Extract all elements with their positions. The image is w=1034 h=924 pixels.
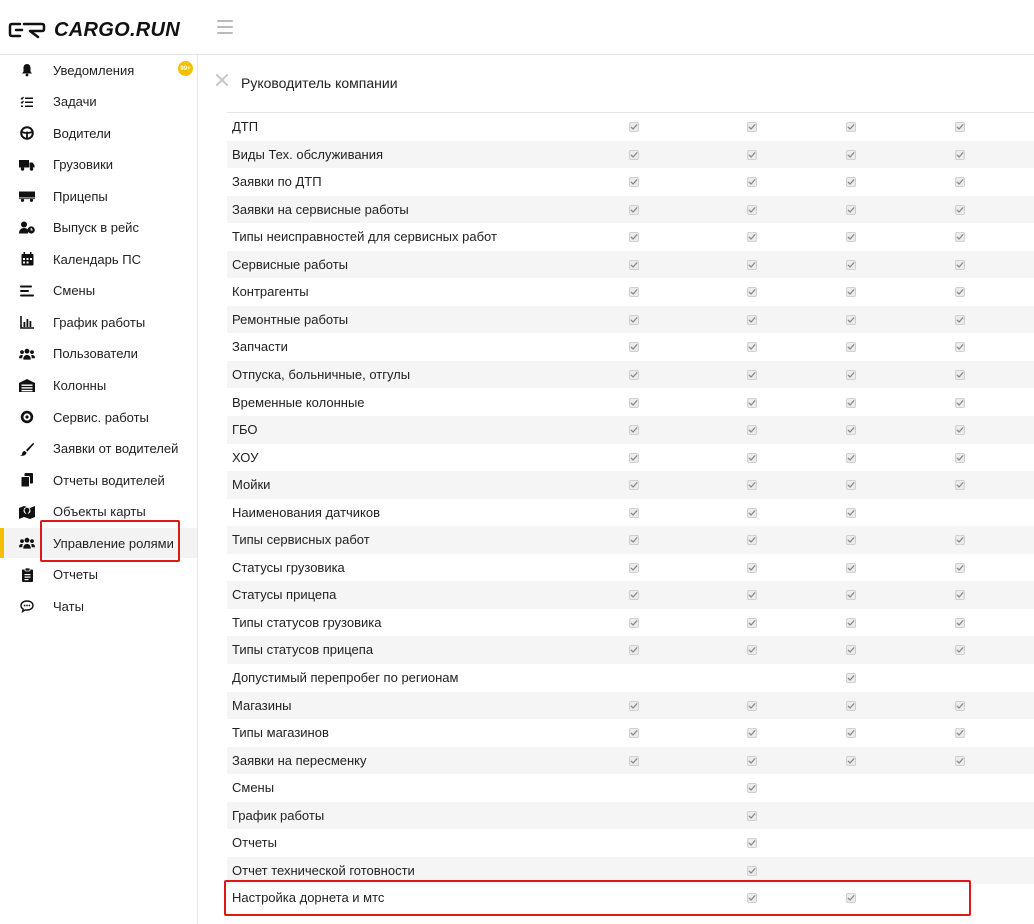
permission-name: Ремонтные работы xyxy=(232,311,349,327)
permission-checkbox[interactable] xyxy=(747,480,757,490)
permission-checkbox[interactable] xyxy=(846,342,856,352)
permission-checkbox[interactable] xyxy=(747,563,757,573)
table-row xyxy=(227,857,1034,885)
brand-name: CARGO.RUN xyxy=(54,18,181,41)
permission-checkbox[interactable] xyxy=(846,260,856,270)
permission-checkbox[interactable] xyxy=(747,425,757,435)
permission-name: Наименования датчиков xyxy=(232,504,381,520)
permission-checkbox[interactable] xyxy=(846,205,856,215)
permission-checkbox[interactable] xyxy=(629,398,639,408)
permission-checkbox[interactable] xyxy=(846,645,856,655)
permission-checkbox[interactable] xyxy=(955,701,965,711)
permission-checkbox[interactable] xyxy=(747,811,757,821)
permission-checkbox[interactable] xyxy=(629,122,639,132)
sidebar-item-label: Отчеты водителей xyxy=(53,472,165,488)
permission-name: Отчеты xyxy=(232,835,277,851)
sidebar-item[interactable] xyxy=(0,434,197,464)
logo[interactable] xyxy=(8,18,180,42)
permission-checkbox[interactable] xyxy=(629,701,639,711)
permission-checkbox[interactable] xyxy=(747,342,757,352)
permission-checkbox[interactable] xyxy=(846,150,856,160)
bar-chart-icon xyxy=(19,315,35,329)
bell-icon xyxy=(19,63,35,77)
permission-name: Заявки по ДТП xyxy=(232,174,322,190)
table-row xyxy=(227,389,1034,417)
permission-name: Запчасти xyxy=(232,339,288,355)
permission-checkbox[interactable] xyxy=(629,535,639,545)
sidebar-item-label: Управление ролями xyxy=(53,535,174,551)
permission-checkbox[interactable] xyxy=(846,480,856,490)
permission-checkbox[interactable] xyxy=(955,535,965,545)
permission-checkbox[interactable] xyxy=(955,398,965,408)
permission-name: Сервисные работы xyxy=(232,256,349,272)
permission-checkbox[interactable] xyxy=(955,370,965,380)
permission-checkbox[interactable] xyxy=(955,453,965,463)
sidebar-item[interactable] xyxy=(0,307,197,337)
users-cog-icon xyxy=(19,536,35,550)
table-row xyxy=(227,636,1034,664)
permission-checkbox[interactable] xyxy=(955,205,965,215)
table-row xyxy=(227,196,1034,224)
permission-checkbox[interactable] xyxy=(629,342,639,352)
permission-checkbox[interactable] xyxy=(629,315,639,325)
sidebar-item[interactable] xyxy=(0,55,197,85)
sidebar-item-label: Чаты xyxy=(53,598,84,614)
permission-name: График работы xyxy=(232,807,325,823)
permission-checkbox[interactable] xyxy=(747,756,757,766)
permission-checkbox[interactable] xyxy=(846,122,856,132)
sidebar-item-label: Заявки от водителей xyxy=(53,441,179,457)
permission-checkbox[interactable] xyxy=(955,150,965,160)
permission-name: ГБО xyxy=(232,422,258,438)
table-row xyxy=(227,692,1034,720)
table-row xyxy=(227,361,1034,389)
permission-checkbox[interactable] xyxy=(955,590,965,600)
permission-checkbox[interactable] xyxy=(955,756,965,766)
permission-name: Контрагенты xyxy=(232,284,309,300)
notification-badge: 99+ xyxy=(178,61,193,76)
permission-checkbox[interactable] xyxy=(955,260,965,270)
table-row xyxy=(227,499,1034,527)
table-row xyxy=(227,278,1034,306)
permission-name: Заявки на сервисные работы xyxy=(232,201,409,217)
sidebar-item-label: Объекты карты xyxy=(53,504,146,520)
user-clock-icon xyxy=(19,221,35,235)
sidebar-item-label: Грузовики xyxy=(53,157,114,173)
table-row xyxy=(227,306,1034,334)
table-row xyxy=(227,747,1034,775)
permission-checkbox[interactable] xyxy=(747,177,757,187)
table-row xyxy=(227,554,1034,582)
table-row xyxy=(227,471,1034,499)
permission-name: Смены xyxy=(232,780,275,796)
permission-checkbox[interactable] xyxy=(846,535,856,545)
permission-checkbox[interactable] xyxy=(747,508,757,518)
trailer-icon xyxy=(19,189,35,203)
table-row xyxy=(227,113,1034,141)
permission-checkbox[interactable] xyxy=(629,177,639,187)
permission-checkbox[interactable] xyxy=(629,370,639,380)
permission-name: Виды Тех. обслуживания xyxy=(232,146,384,162)
permission-name: Типы статусов грузовика xyxy=(232,614,382,630)
task-list-icon xyxy=(19,95,35,109)
table-row xyxy=(227,719,1034,747)
permission-name: Настройка дорнета и мтс xyxy=(232,890,385,906)
sidebar-item[interactable] xyxy=(0,213,197,243)
truck-icon xyxy=(19,158,35,172)
permission-checkbox[interactable] xyxy=(846,232,856,242)
table-row xyxy=(227,333,1034,361)
permission-name: Статусы прицепа xyxy=(232,587,337,603)
permission-checkbox[interactable] xyxy=(846,315,856,325)
sidebar-item-label: Календарь ПС xyxy=(53,251,141,267)
sidebar-item[interactable] xyxy=(0,560,197,590)
permission-name: Типы магазинов xyxy=(232,725,329,741)
warehouse-icon xyxy=(19,379,35,393)
permission-name: Статусы грузовика xyxy=(232,559,345,575)
permission-checkbox[interactable] xyxy=(846,563,856,573)
sidebar-item[interactable] xyxy=(0,591,197,621)
sidebar-item-label: Смены xyxy=(53,283,96,299)
sidebar-item-label: Прицепы xyxy=(53,188,108,204)
shifts-icon xyxy=(19,284,35,298)
sidebar-item[interactable] xyxy=(0,87,197,117)
permission-name: Заявки на пересменку xyxy=(232,752,367,768)
permission-checkbox[interactable] xyxy=(747,122,757,132)
sidebar-item[interactable] xyxy=(0,181,197,211)
steering-wheel-icon xyxy=(19,126,35,140)
permission-name: ХОУ xyxy=(232,449,259,465)
permission-name: Отпуска, больничные, отгулы xyxy=(232,366,411,382)
permission-checkbox[interactable] xyxy=(747,838,757,848)
permission-checkbox[interactable] xyxy=(747,370,757,380)
permission-checkbox[interactable] xyxy=(846,673,856,683)
permission-checkbox[interactable] xyxy=(629,150,639,160)
permission-checkbox[interactable] xyxy=(955,645,965,655)
users-icon xyxy=(19,347,35,361)
sidebar-item-label: График работы xyxy=(53,314,146,330)
table-row xyxy=(227,829,1034,857)
permission-checkbox[interactable] xyxy=(629,563,639,573)
sidebar-item[interactable] xyxy=(0,339,197,369)
copy-icon xyxy=(19,473,35,487)
permission-checkbox[interactable] xyxy=(846,425,856,435)
permission-checkbox[interactable] xyxy=(629,480,639,490)
table-row xyxy=(227,581,1034,609)
permission-checkbox[interactable] xyxy=(747,315,757,325)
table-row xyxy=(227,444,1034,472)
permission-checkbox[interactable] xyxy=(747,866,757,876)
sidebar-item[interactable] xyxy=(0,528,197,558)
permission-checkbox[interactable] xyxy=(846,508,856,518)
permission-checkbox[interactable] xyxy=(955,315,965,325)
calendar-icon xyxy=(19,252,35,266)
permission-checkbox[interactable] xyxy=(846,728,856,738)
table-row xyxy=(227,223,1034,251)
permission-checkbox[interactable] xyxy=(846,370,856,380)
role-title: Руководитель компании xyxy=(241,75,398,91)
sidebar-item-label: Колонны xyxy=(53,378,107,393)
permission-checkbox[interactable] xyxy=(846,590,856,600)
close-icon[interactable] xyxy=(215,73,229,87)
sidebar-item[interactable] xyxy=(0,150,197,180)
permission-name: Типы неисправностей для сервисных работ xyxy=(232,229,497,245)
permission-checkbox[interactable] xyxy=(629,425,639,435)
permission-checkbox[interactable] xyxy=(629,205,639,215)
logo-icon xyxy=(8,21,46,39)
table-row xyxy=(227,774,1034,802)
permission-checkbox[interactable] xyxy=(955,728,965,738)
clipboard-icon xyxy=(19,568,35,582)
permission-checkbox[interactable] xyxy=(747,645,757,655)
sidebar-item-label: Сервис. работы xyxy=(53,409,149,425)
permission-checkbox[interactable] xyxy=(955,480,965,490)
permission-checkbox[interactable] xyxy=(955,563,965,573)
permission-checkbox[interactable] xyxy=(747,150,757,160)
sidebar-item-label: Отчеты xyxy=(53,567,98,583)
sidebar-item[interactable] xyxy=(0,402,197,432)
permission-checkbox[interactable] xyxy=(846,701,856,711)
table-row xyxy=(227,526,1034,554)
permission-checkbox[interactable] xyxy=(629,287,639,297)
permission-checkbox[interactable] xyxy=(629,645,639,655)
brush-icon xyxy=(19,442,35,456)
permission-checkbox[interactable] xyxy=(955,122,965,132)
table-row xyxy=(227,884,1034,912)
sidebar xyxy=(0,55,198,924)
permission-checkbox[interactable] xyxy=(629,260,639,270)
permission-checkbox[interactable] xyxy=(846,398,856,408)
sidebar-item[interactable] xyxy=(0,118,197,148)
permission-checkbox[interactable] xyxy=(747,590,757,600)
sidebar-item-label: Уведомления xyxy=(53,62,135,78)
permission-checkbox[interactable] xyxy=(747,535,757,545)
sidebar-item-label: Водители xyxy=(53,125,111,141)
sidebar-item[interactable] xyxy=(0,244,197,274)
permission-checkbox[interactable] xyxy=(846,287,856,297)
permission-checkbox[interactable] xyxy=(747,260,757,270)
table-row xyxy=(227,802,1034,830)
sidebar-item[interactable] xyxy=(0,497,197,527)
sidebar-item[interactable] xyxy=(0,371,197,401)
table-row xyxy=(227,609,1034,637)
permission-name: Временные колонные xyxy=(232,394,365,410)
permission-checkbox[interactable] xyxy=(629,618,639,628)
permission-name: Типы сервисных работ xyxy=(232,532,370,548)
permission-checkbox[interactable] xyxy=(747,398,757,408)
permission-checkbox[interactable] xyxy=(747,701,757,711)
table-row xyxy=(227,416,1034,444)
permission-name: Типы статусов прицепа xyxy=(232,642,374,658)
permission-checkbox[interactable] xyxy=(629,232,639,242)
permission-name: ДТП xyxy=(232,119,259,134)
sidebar-item-label: Пользователи xyxy=(53,346,138,362)
permission-checkbox[interactable] xyxy=(955,287,965,297)
permission-checkbox[interactable] xyxy=(955,425,965,435)
permission-checkbox[interactable] xyxy=(629,453,639,463)
sidebar-item-label: Выпуск в рейс xyxy=(53,220,139,236)
permission-name: Магазины xyxy=(232,697,292,713)
permission-checkbox[interactable] xyxy=(747,893,757,903)
table-row xyxy=(227,168,1034,196)
permission-name: Отчет технической готовности xyxy=(232,862,415,878)
wheel-icon xyxy=(19,410,35,424)
permission-checkbox[interactable] xyxy=(955,232,965,242)
table-row xyxy=(227,251,1034,279)
permission-checkbox[interactable] xyxy=(629,728,639,738)
permission-checkbox[interactable] xyxy=(629,756,639,766)
main-content xyxy=(198,55,1034,924)
sidebar-item-label: Задачи xyxy=(53,94,97,110)
permission-checkbox[interactable] xyxy=(846,893,856,903)
sidebar-item[interactable] xyxy=(0,465,197,495)
permission-checkbox[interactable] xyxy=(629,508,639,518)
permission-checkbox[interactable] xyxy=(955,342,965,352)
top-bar xyxy=(0,0,1034,55)
permission-checkbox[interactable] xyxy=(747,205,757,215)
permission-checkbox[interactable] xyxy=(846,453,856,463)
permission-checkbox[interactable] xyxy=(747,287,757,297)
permission-checkbox[interactable] xyxy=(747,728,757,738)
permission-checkbox[interactable] xyxy=(747,783,757,793)
table-row xyxy=(227,664,1034,692)
permission-checkbox[interactable] xyxy=(747,232,757,242)
permission-checkbox[interactable] xyxy=(846,756,856,766)
permission-name: Мойки xyxy=(232,477,271,493)
permission-checkbox[interactable] xyxy=(955,618,965,628)
permission-checkbox[interactable] xyxy=(747,453,757,463)
permission-checkbox[interactable] xyxy=(747,618,757,628)
permission-checkbox[interactable] xyxy=(846,177,856,187)
chat-icon xyxy=(19,599,35,613)
sidebar-item[interactable] xyxy=(0,276,197,306)
permission-name: Допустимый перепробег по регионам xyxy=(232,670,459,685)
permission-checkbox[interactable] xyxy=(629,590,639,600)
menu-toggle-icon[interactable] xyxy=(217,20,233,34)
permission-checkbox[interactable] xyxy=(846,618,856,628)
table-row xyxy=(227,141,1034,169)
permission-checkbox[interactable] xyxy=(955,177,965,187)
map-marker-icon xyxy=(19,505,35,519)
